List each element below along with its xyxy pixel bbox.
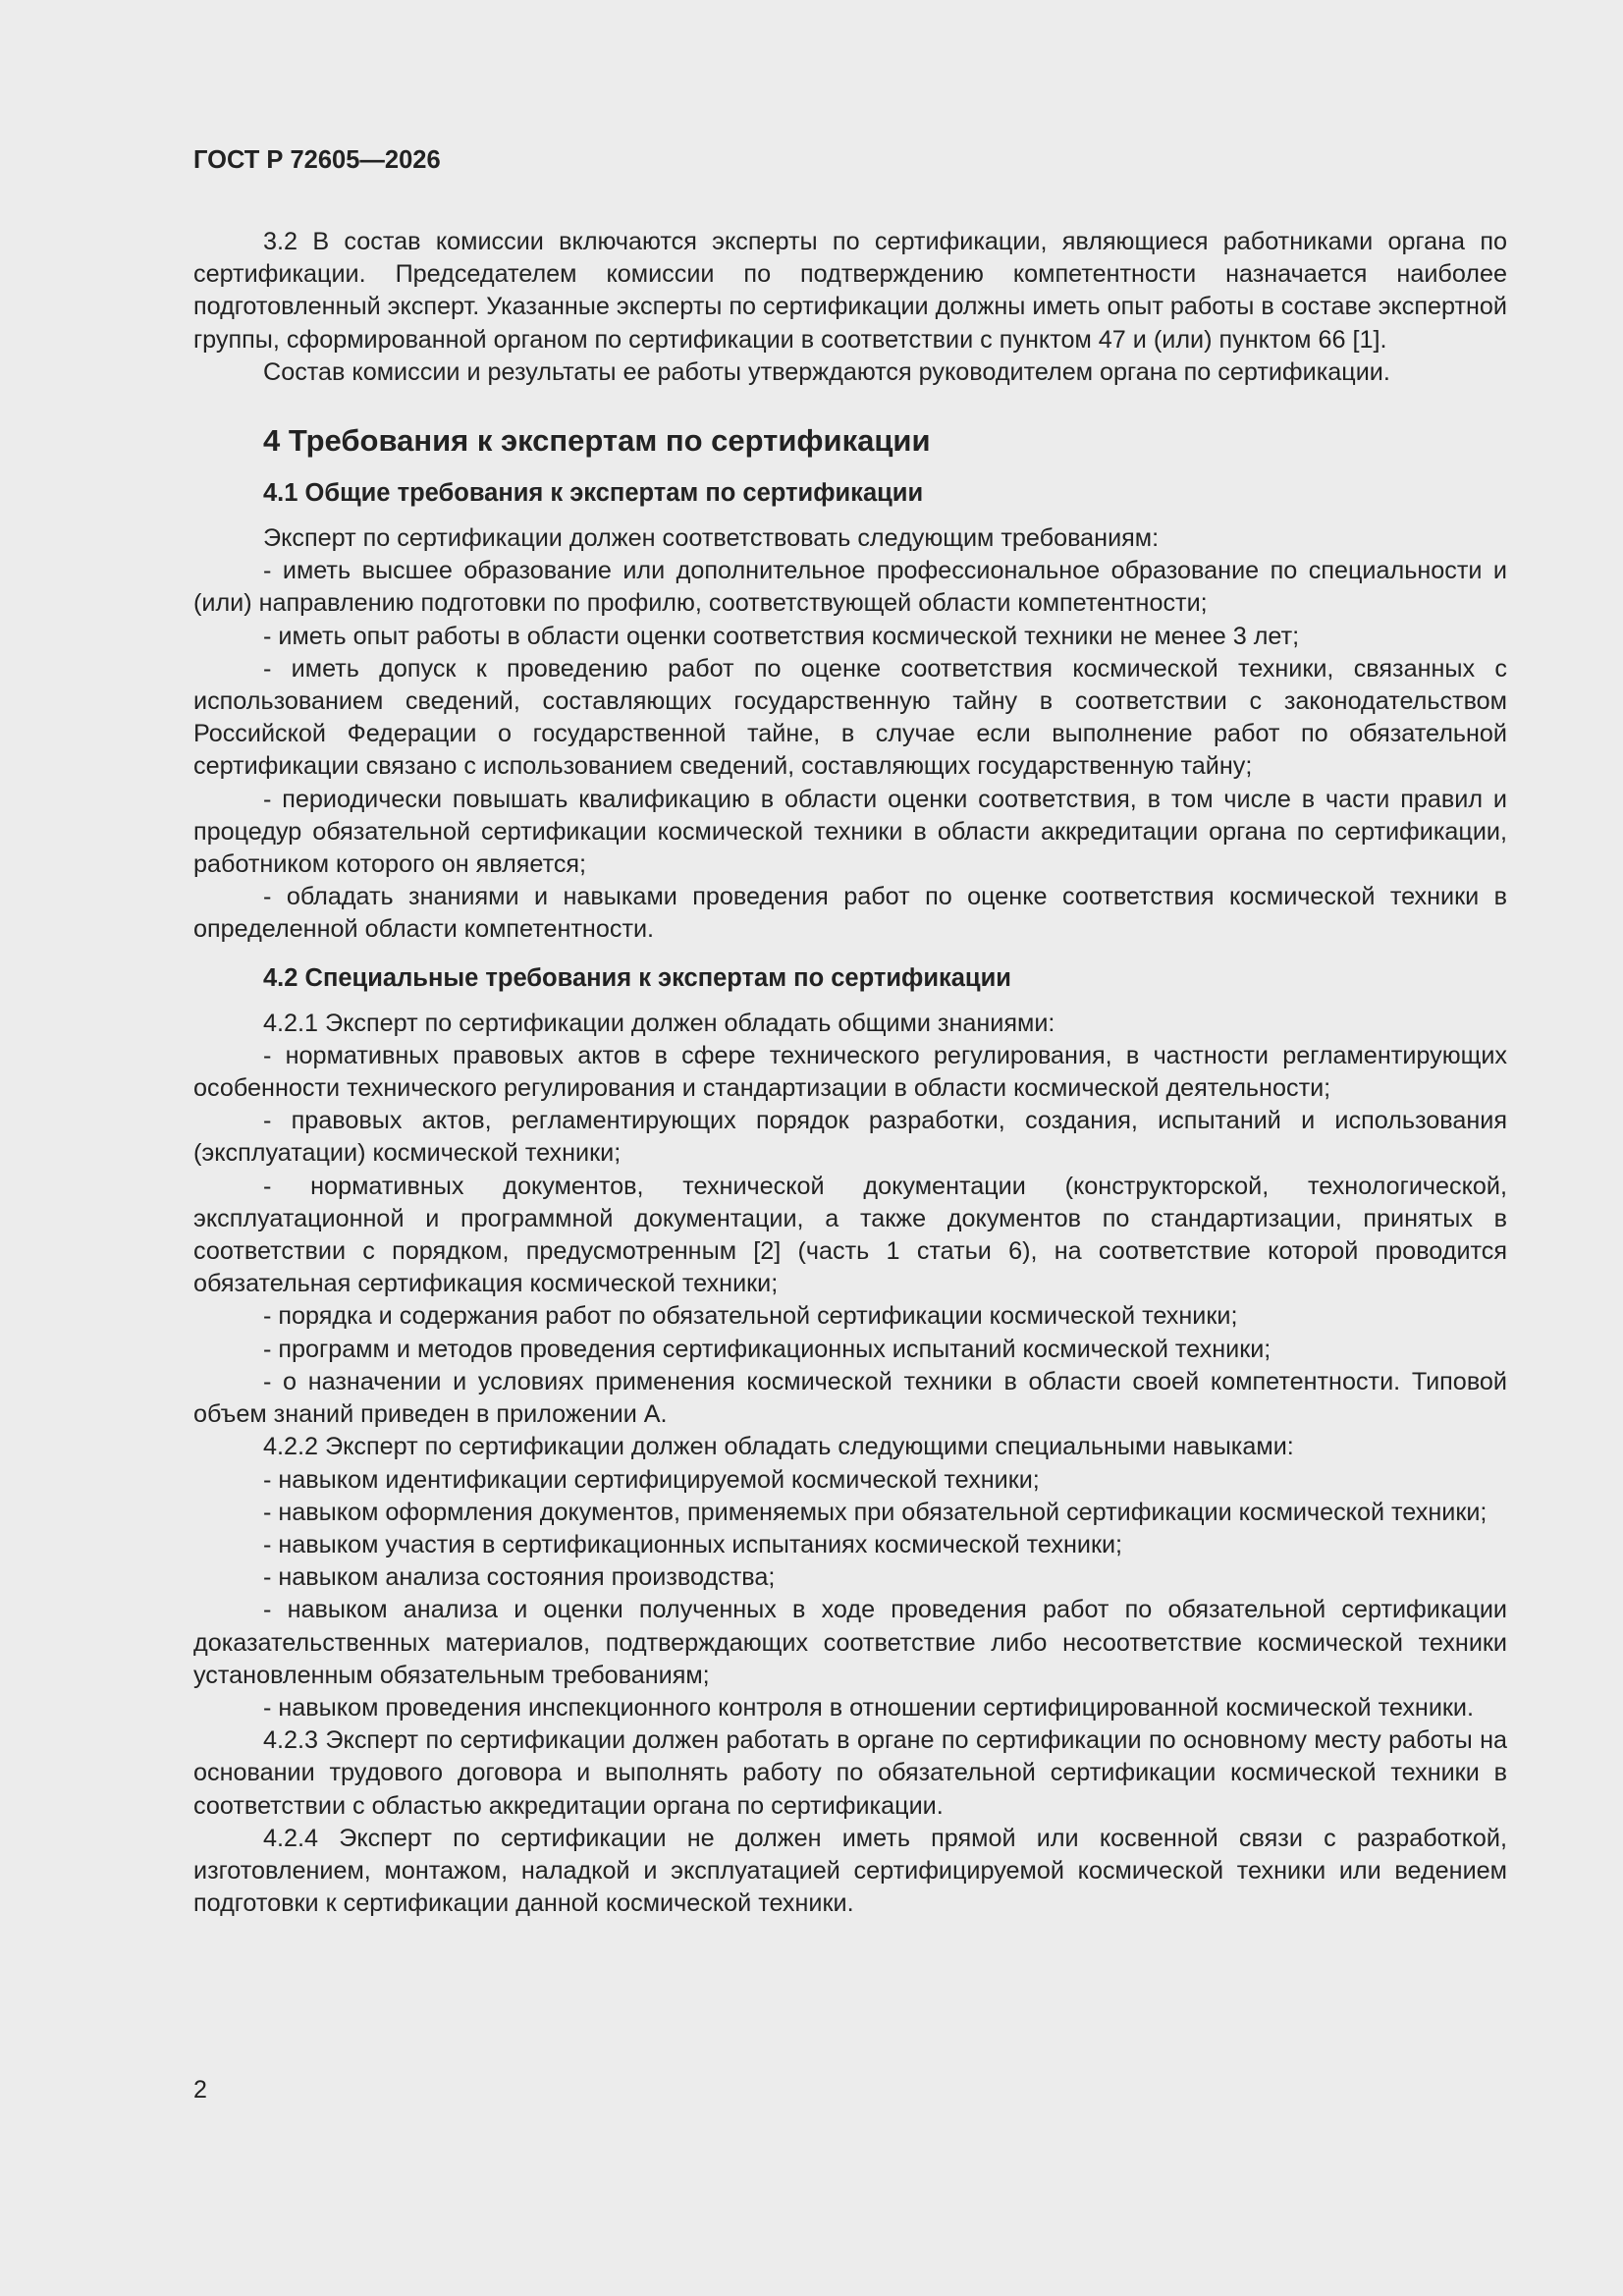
paragraph-4-1-intro: Эксперт по сертификации должен соответствовать следующим требованиям: [263, 524, 1160, 553]
section-4-2-title: 4.2 Специальные требования к экспертам по сертификации [263, 963, 1011, 992]
list-item-evidence-analysis: - навыком анализа и оценки полученных в ходе проведения работ по обязательной сертификации доказательственных материалов, подтверждающих соответствие либо несоответствие космической техники установленным обязательным требованиям; [193, 1596, 1507, 1689]
list-item-certification-order: - порядка и содержания работ по обязательной сертификации космической техники; [263, 1302, 1238, 1331]
list-item-documentation: - навыком оформления документов, применяемых при обязательной сертификации космической техники; [263, 1498, 1488, 1526]
list-item-test-programs: - программ и методов проведения сертификационных испытаний космической техники; [263, 1335, 1271, 1363]
paragraph-4-2-2: 4.2.2 Эксперт по сертификации должен обладать следующими специальными навыками: [263, 1433, 1294, 1461]
paragraph-3-2: 3.2 В состав комиссии включаются эксперты по сертификации, являющиеся работниками органа по сертификации. Председателем комиссии по подтверждению компетентности назначается наиболее подготовленный эксперт. Указанные эксперты по сертификации должны иметь опыт работы в составе экспертной группы, сформированной органом по сертификации в соответствии с пунктом 47 и (или) пунктом 66 [1]. [193, 228, 1507, 354]
list-item-education: - иметь высшее образование или дополнительное профессиональное образование по специальности и (или) направлению подготовки по профилю, соответствующей области компетентности; [193, 557, 1507, 618]
list-item-testing: - навыком участия в сертификационных испытаниях космической техники; [263, 1530, 1123, 1558]
list-item-knowledge: - обладать знаниями и навыками проведения работ по оценке соответствия космической техники в определенной области компетентности. [193, 883, 1507, 944]
list-item-clearance: - иметь допуск к проведению работ по оценке соответствия космической техники, связанных с использованием сведений, составляющих государственную тайну в соответствии с законодательством Российской Федерации о государственной тайне, в случае если выполнение работ по обязательной сертификации связано с использованием сведений, составляющих государственную тайну; [193, 654, 1507, 781]
list-item-inspection-control: - навыком проведения инспекционного контроля в отношении сертифицированной космической техники. [263, 1693, 1474, 1722]
list-item-regulatory-acts: - нормативных правовых актов в сфере технического регулирования, в частности регламентирующих особенности технического регулирования и стандартизации в области космической деятельности; [193, 1041, 1507, 1103]
list-item-qualification: - периодически повышать квалификацию в области оценки соответствия, в том числе в части правил и процедур обязательной сертификации космической техники в области аккредитации органа по сертификации, работником которого он является; [193, 785, 1507, 879]
paragraph-4-2-4: 4.2.4 Эксперт по сертификации не должен иметь прямой или косвенной связи с разработкой, изготовлением, монтажом, наладкой и эксплуатацией сертифицируемой космической техники или ведением подготовки к сертификации данной космической техники. [193, 1824, 1507, 1918]
section-4-title: 4 Требования к экспертам по сертификации [263, 423, 931, 459]
paragraph-commission-approval: Состав комиссии и результаты ее работы утверждаются руководителем органа по сертификации. [263, 357, 1390, 386]
standard-designation: ГОСТ Р 72605—2026 [193, 146, 441, 174]
section-4-1-title: 4.1 Общие требования к экспертам по сертификации [263, 479, 924, 508]
paragraph-4-2-3: 4.2.3 Эксперт по сертификации должен работать в органе по сертификации по основному месту работы на основании трудового договора и выполнять работу по обязательной сертификации космической техники в соответствии с областью аккредитации органа по сертификации. [193, 1726, 1507, 1820]
list-item-purpose-conditions: - о назначении и условиях применения космической техники в области своей компетентности. Типовой объем знаний приведен в приложении А. [193, 1367, 1507, 1429]
document-page [193, 145, 1507, 1920]
page-number: 2 [193, 2076, 207, 2104]
paragraph-4-2-1: 4.2.1 Эксперт по сертификации должен обладать общими знаниями: [263, 1009, 1055, 1037]
list-item-identification: - навыком идентификации сертифицируемой космической техники; [263, 1465, 1040, 1494]
list-item-normative-documents: - нормативных документов, технической документации (конструкторской, технологической, эксплуатационной и программной документации, а также документов по стандартизации, принятых в соответствии с порядком, предусмотренным [2] (часть 1 статьи 6), на соответствие которой проводится обязательная сертификация космической техники; [193, 1172, 1507, 1298]
list-item-production-analysis: - навыком анализа состояния производства; [263, 1563, 776, 1592]
list-item-legal-acts: - правовых актов, регламентирующих порядок разработки, создания, испытаний и использования (эксплуатации) космической техники; [193, 1107, 1507, 1168]
list-item-experience: - иметь опыт работы в области оценки соответствия космической техники не менее 3 лет; [263, 622, 1300, 650]
